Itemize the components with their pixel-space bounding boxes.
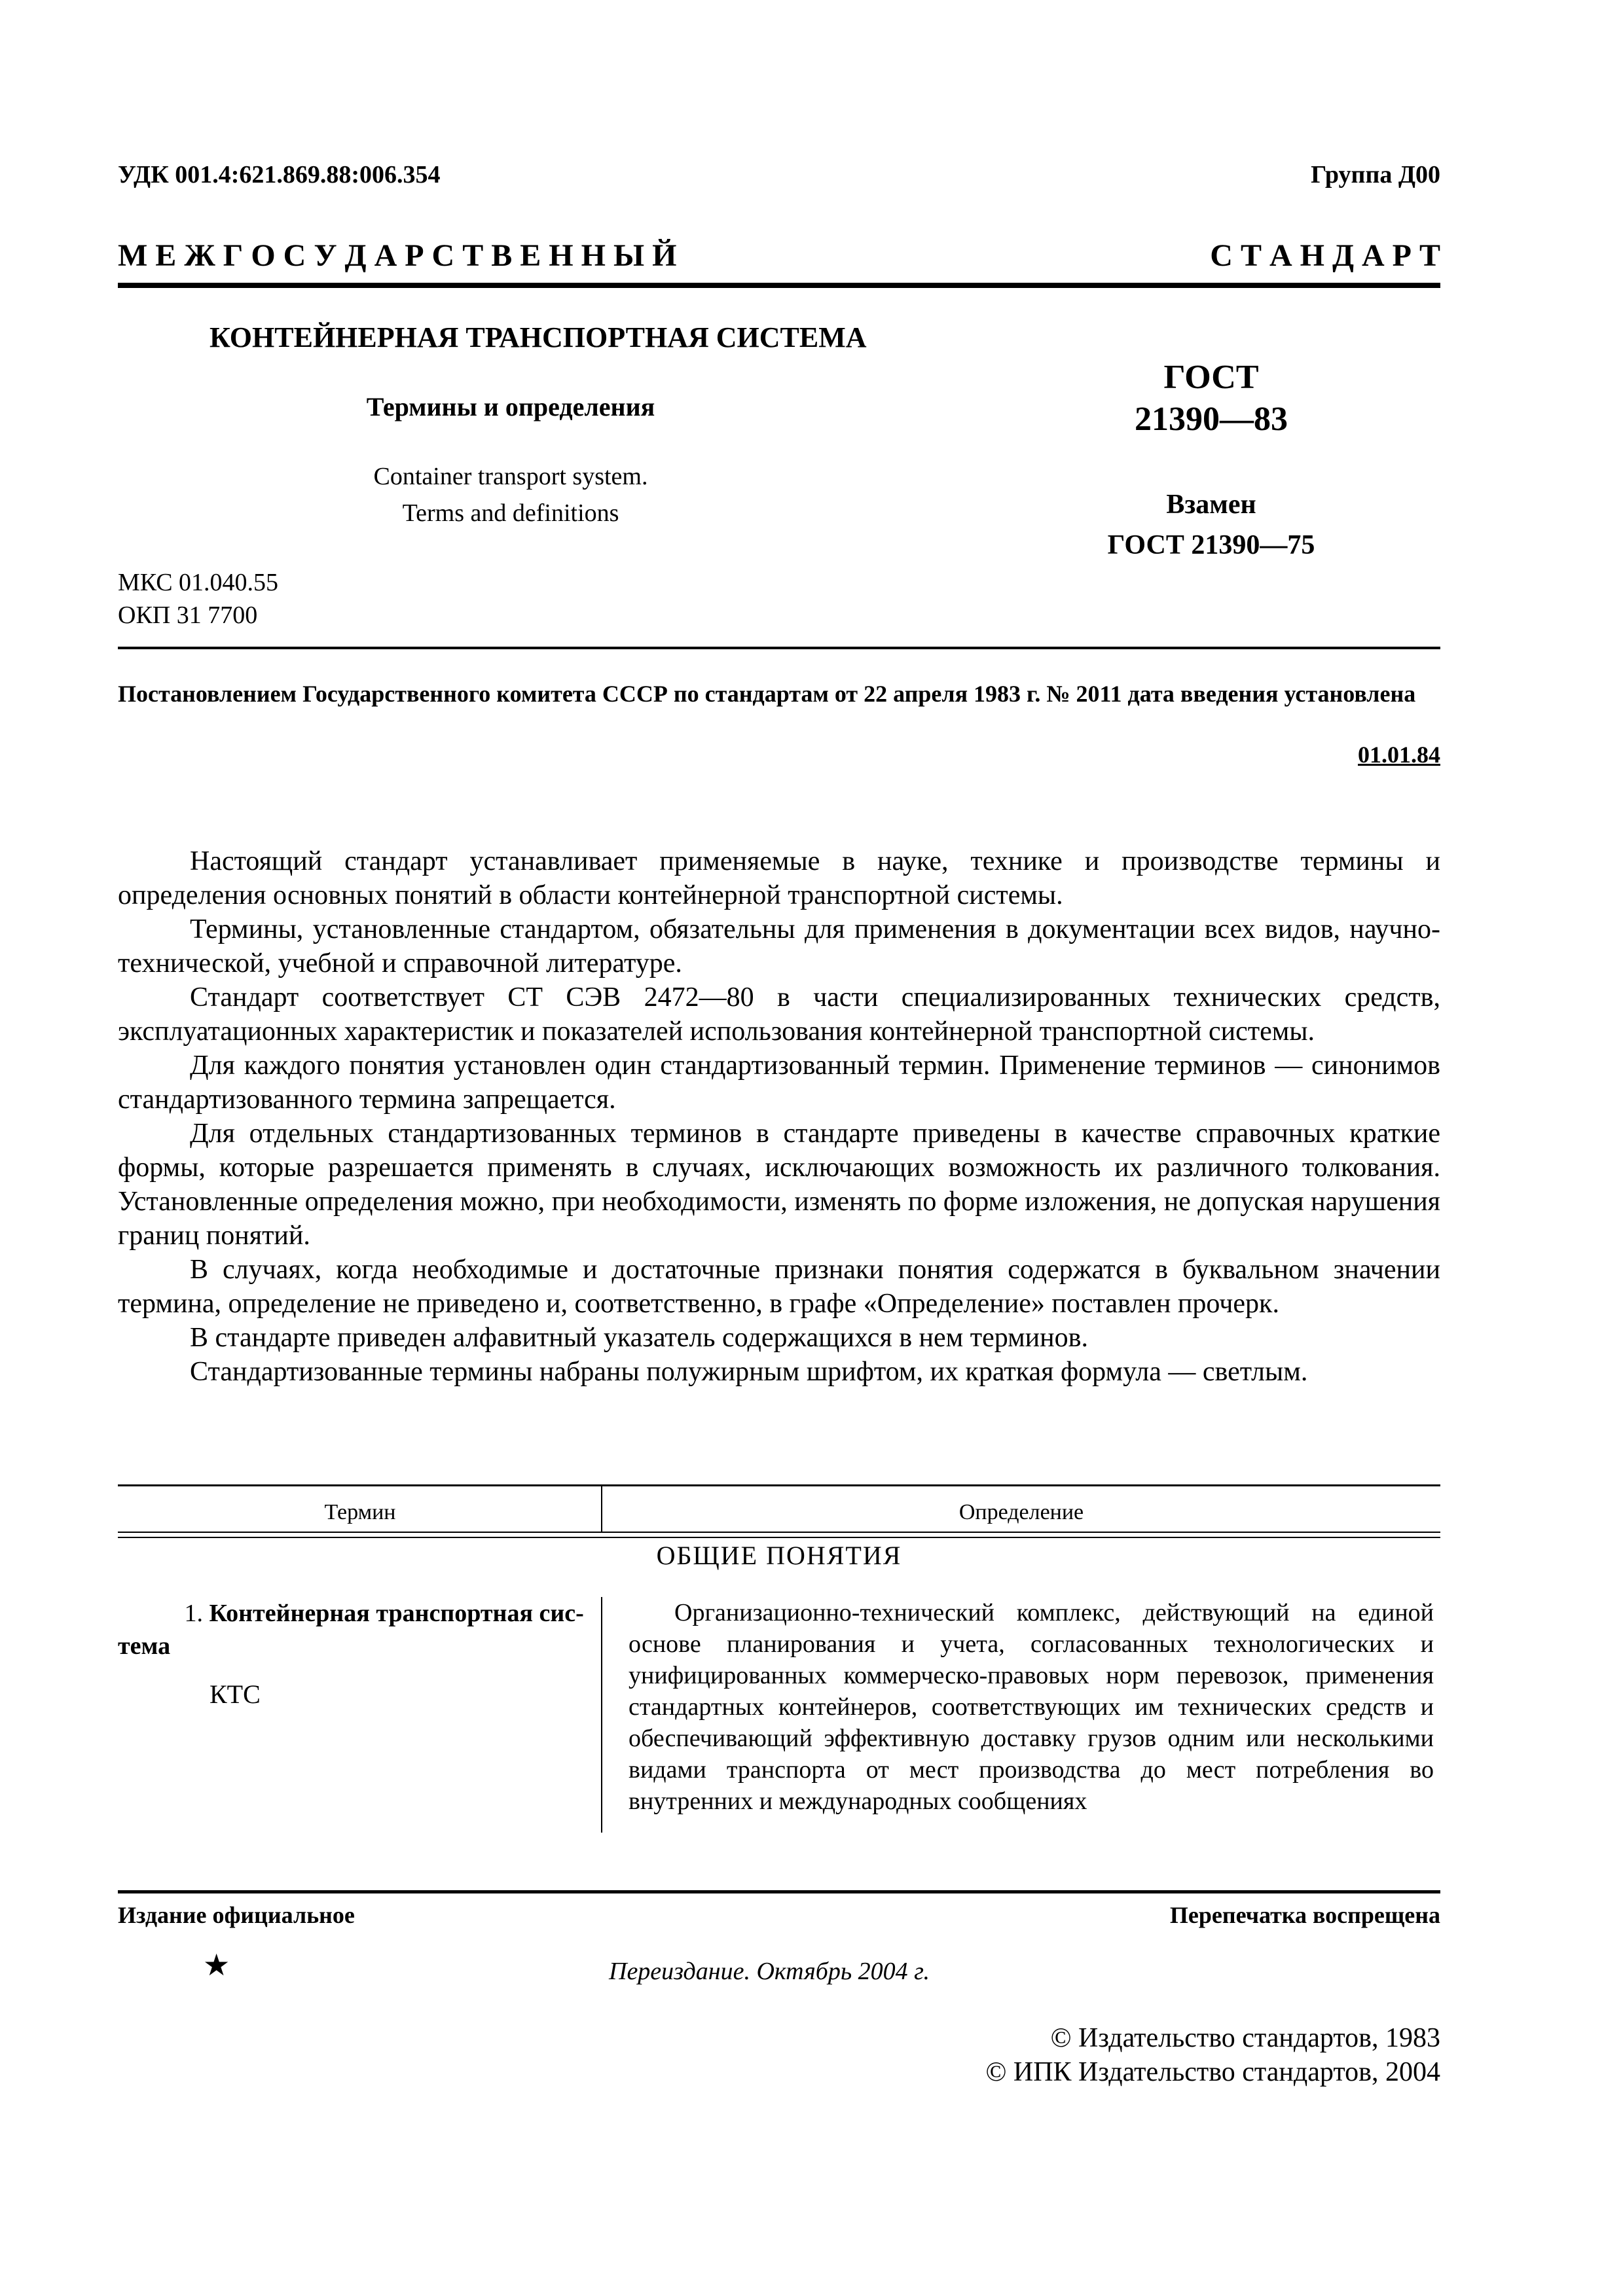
body-paragraph: Термины, установленные стандартом, обязательны для применения в документации всех видов, научно-технической, учебной и справочной литературе. (118, 914, 1440, 978)
banner-word-interstate: М Е Ж Г О С У Д А Р С Т В Е Н Н Ы Й (118, 238, 677, 273)
body-paragraph: Для отдельных стандартизованных терминов в стандарте приведены в качестве справочных краткие формы, которые разрешается применять в случаях, исключающих возможность их различного толкования. Установленные определения можно, при необходимости, изменять по форме изложения, не допуская нарушения границ понятий. (118, 1119, 1440, 1251)
term-abbreviation: КТС (210, 1679, 261, 1709)
banner-rule (118, 283, 1440, 288)
body-paragraph: Для каждого понятия установлен один стандартизованный термин. Применение терминов — синонимов стандартизованного термина запрещается. (118, 1050, 1440, 1115)
group-code: Группа Д00 (1311, 161, 1440, 188)
header-column-divider (601, 1486, 602, 1532)
copyright-2004: © ИПК Издательство стандартов, 2004 (985, 2057, 1440, 2087)
classification-codes (118, 566, 278, 632)
banner-word-standard: С Т А Н Д А Р Т (1210, 238, 1440, 273)
introduction-date: 01.01.84 (1358, 742, 1440, 768)
english-title-line1: Container transport system. (373, 463, 648, 490)
body-paragraph: Стандарт соответствует СТ СЭВ 2472—80 в части специализированных технических средств, эксплуатационных характеристик и показателей использования контейнерной транспортной системы. (118, 982, 1440, 1047)
udk-code: УДК 001.4:621.869.88:006.354 (118, 161, 441, 188)
replaces-block (1061, 484, 1362, 565)
official-edition-label: Издание официальное (118, 1902, 355, 1928)
term-cell (118, 1597, 589, 1662)
replaces-label: Взамен (1166, 490, 1256, 520)
gost-label: ГОСТ (1163, 359, 1259, 396)
title-block-rule (118, 647, 1440, 649)
table-top-rule (118, 1484, 1440, 1486)
no-reprint-label: Перепечатка воспрещена (1169, 1902, 1440, 1928)
english-title (327, 458, 694, 531)
body-paragraph: Стандартизованные термины набраны полужирным шрифтом, их краткая формула — светлым. (190, 1357, 1308, 1387)
gost-number: 21390—83 (1135, 401, 1288, 438)
body-paragraph: В стандарте приведен алфавитный указатель содержащихся в нем терминов. (190, 1323, 1088, 1353)
column-header-term: Термин (324, 1500, 396, 1524)
term-name-continued: тема (118, 1632, 171, 1660)
okp-code: ОКП 31 7700 (118, 601, 258, 629)
term-line1 (118, 1597, 589, 1630)
interstate-standard-banner (118, 236, 1440, 275)
gost-designation (1061, 357, 1362, 440)
introduction-body (118, 844, 1440, 1389)
term-name: Контейнерная транспортная сис- (209, 1600, 584, 1627)
footer-rule (118, 1890, 1440, 1893)
mks-code: МКС 01.040.55 (118, 569, 279, 596)
term-definition: Организационно-технический комплекс, действующий на единой основе планирования и учета, согласованных технологических и унифицированных коммерческо-правовых норм перевозок, применения стандартных контейнеров, соответствующих им технических средств и обеспечивающий эффективную доставку грузов одним или несколькими видами транспорта от мест производства до мест потребления во внутренних и международных сообщениях (629, 1599, 1434, 1815)
table-header-rule-1 (118, 1532, 1440, 1533)
term-number: 1. (184, 1600, 203, 1627)
star-icon: ★ (203, 1948, 230, 1982)
decree-text: Постановлением Государственного комитета СССР по стандартам от 22 апреля 1983 г. № 2011 дата введения установлена (118, 681, 1416, 707)
copyright-1983: © Издательство стандартов, 1983 (1050, 2023, 1440, 2053)
reissue-note: Переиздание. Октябрь 2004 г. (609, 1958, 930, 1985)
english-title-line2: Terms and definitions (402, 499, 619, 527)
body-column-divider (601, 1597, 602, 1833)
body-paragraph: Настоящий стандарт устанавливает применяемые в науке, технике и производстве термины и определения основных понятий в области контейнерной транспортной системы. (118, 846, 1440, 910)
column-header-definition: Определение (958, 1500, 1084, 1524)
document-title: КОНТЕЙНЕРНАЯ ТРАНСПОРТНАЯ СИСТЕМА (210, 321, 867, 353)
table-header (118, 1487, 1440, 1533)
replaces-standard: ГОСТ 21390—75 (1107, 530, 1315, 560)
body-paragraph: В случаях, когда необходимые и достаточные признаки понятия содержатся в буквальном значении термина, определение не приведено и, соответственно, в графе «Определение» поставлен прочерк. (118, 1255, 1440, 1319)
section-heading: ОБЩИЕ ПОНЯТИЯ (656, 1541, 902, 1570)
document-subtitle: Термины и определения (366, 392, 655, 422)
table-header-rule-2 (118, 1537, 1440, 1538)
